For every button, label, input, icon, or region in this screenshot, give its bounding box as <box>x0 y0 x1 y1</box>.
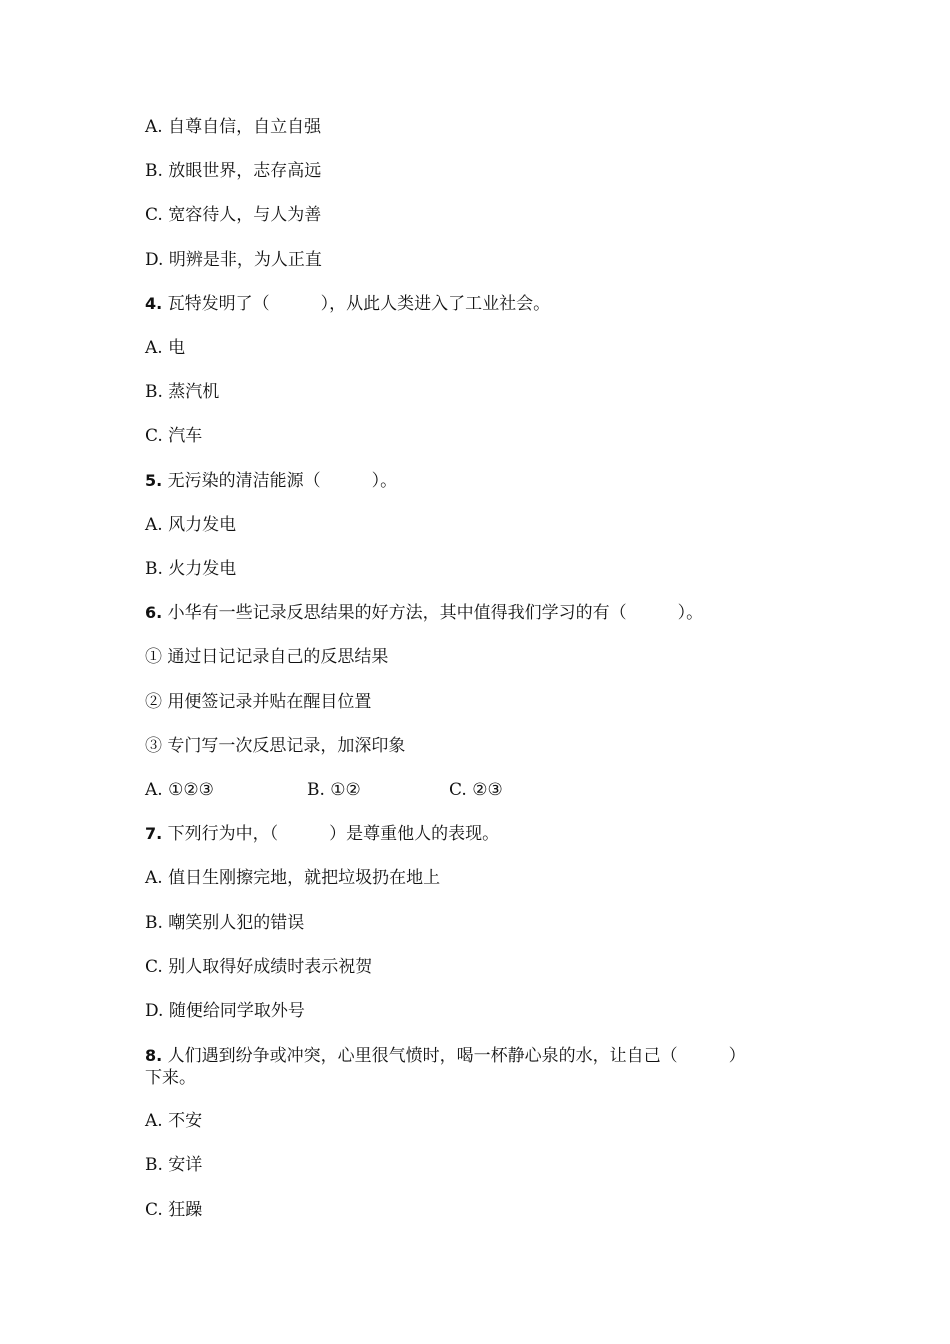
q7-stem <box>145 823 499 845</box>
q6-option-c: C. ②③ <box>449 780 503 800</box>
q7-number: 7. <box>145 824 163 843</box>
q3-option-b: B. 放眼世界，志存高远 <box>145 161 322 181</box>
q6-option-a: A. ①②③ <box>145 780 214 800</box>
q5-text: 无污染的清洁能源（ ）。 <box>167 471 398 491</box>
q4-option-b: B. 蒸汽机 <box>145 382 220 402</box>
q5-option-b: B. 火力发电 <box>145 559 237 579</box>
q5-stem <box>145 470 397 492</box>
q8-stem-line2: 下来。 <box>145 1068 196 1088</box>
q5-option-a: A. 风力发电 <box>145 515 237 535</box>
q6-item-1: ① 通过日记记录自己的反思结果 <box>145 647 389 667</box>
q6-number: 6. <box>145 603 163 622</box>
q3-option-c: C. 宽容待人，与人为善 <box>145 205 322 225</box>
q3-option-a: A. 自尊自信，自立自强 <box>145 117 322 137</box>
q4-number: 4. <box>145 294 163 313</box>
q6-options-row <box>145 779 503 801</box>
q4-option-c: C. 汽车 <box>145 426 203 446</box>
q8-option-b: B. 安详 <box>145 1155 203 1175</box>
q6-stem <box>145 602 703 624</box>
q7-option-a: A. 值日生刚擦完地，就把垃圾扔在地上 <box>145 868 441 888</box>
q8-option-a: A. 不安 <box>145 1111 203 1131</box>
q8-stem-line1 <box>145 1045 746 1067</box>
q4-text: 瓦特发明了（ ），从此人类进入了工业社会。 <box>167 294 551 314</box>
q7-text: 下列行为中，（ ）是尊重他人的表现。 <box>167 824 500 844</box>
q6-item-3: ③ 专门写一次反思记录，加深印象 <box>145 736 406 756</box>
q6-option-b: B. ①② <box>307 780 361 800</box>
q7-option-d: D. 随便给同学取外号 <box>145 1001 305 1021</box>
q7-option-c: C. 别人取得好成绩时表示祝贺 <box>145 957 373 977</box>
q4-option-a: A. 电 <box>145 338 186 358</box>
q5-number: 5. <box>145 471 163 490</box>
q4-stem <box>145 293 550 315</box>
q6-text: 小华有一些记录反思结果的好方法，其中值得我们学习的有（ ）。 <box>167 603 704 623</box>
q6-item-2: ② 用便签记录并贴在醒目位置 <box>145 692 372 712</box>
q7-option-b: B. 嘲笑别人犯的错误 <box>145 913 305 933</box>
q3-option-d: D. 明辨是非，为人正直 <box>145 250 322 270</box>
q8-option-c: C. 狂躁 <box>145 1200 203 1220</box>
q8-text-line1: 人们遇到纷争或冲突，心里很气愤时，喝一杯静心泉的水，让自己（ ） <box>167 1046 746 1066</box>
q8-number: 8. <box>145 1046 163 1065</box>
